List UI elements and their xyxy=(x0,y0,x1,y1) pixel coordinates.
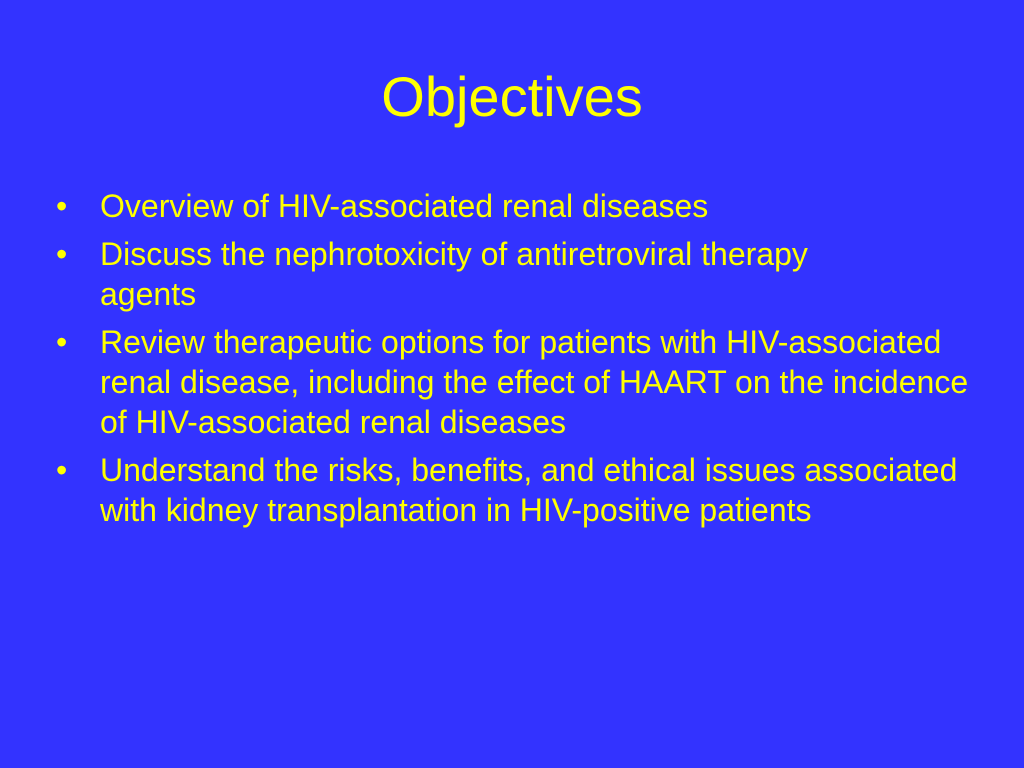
bullet-dot-icon: • xyxy=(56,236,68,272)
bullet-text: Review therapeutic options for patients with HIV-associated renal disease, including the effect of HAART on the incidence of HIV-associated renal diseases xyxy=(100,324,969,440)
bullet-dot-icon: • xyxy=(56,188,68,224)
bullet-list xyxy=(56,186,986,538)
bullet-dot-icon: • xyxy=(56,324,68,360)
bullet-text: Discuss the nephrotoxicity of antiretroviral therapy agents xyxy=(100,236,808,312)
bullet-item xyxy=(56,450,986,530)
bullet-text: Overview of HIV-associated renal diseases xyxy=(100,188,709,224)
bullet-dot-icon: • xyxy=(56,452,68,488)
bullet-item xyxy=(56,322,986,442)
bullet-item xyxy=(56,234,986,314)
bullet-item xyxy=(56,186,986,226)
slide-title: Objectives xyxy=(381,65,643,128)
bullet-text: Understand the risks, benefits, and ethical issues associated with kidney transplantation in HIV-positive patients xyxy=(100,452,958,528)
